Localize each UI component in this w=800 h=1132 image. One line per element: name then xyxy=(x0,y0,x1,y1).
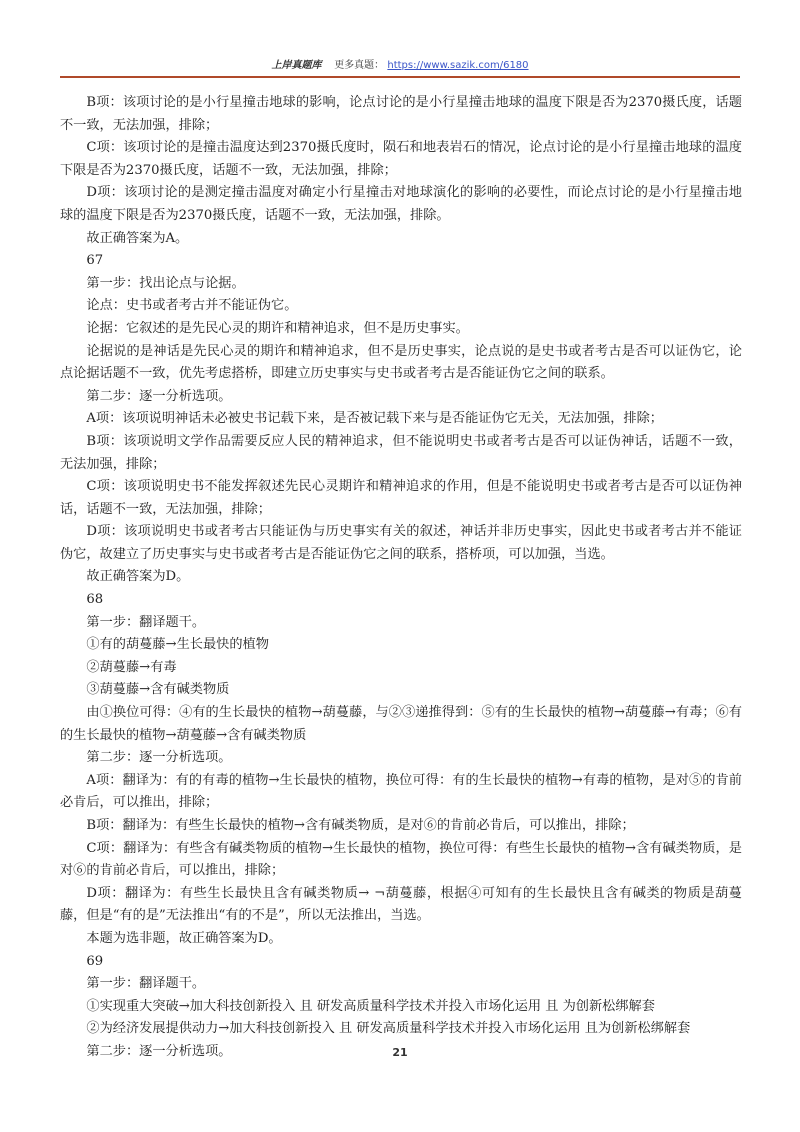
paragraph: 第一步：找出论点与论据。 xyxy=(86,275,245,291)
paragraph: 由①换位可得：④有的生长最快的植物→葫蔓藤，与②③递推得到：⑤有的生长最快的植物→葫蔓藤→有毒；⑥有的生长最快的植物→葫蔓藤→含有碱类物质 xyxy=(60,705,742,743)
paragraph: 第二步：逐一分析选项。 xyxy=(86,750,232,766)
paragraph: 论点：史书或者考古并不能证伪它。 xyxy=(86,298,298,314)
answer-line: 本题为选非题，故正确答案为D。 xyxy=(86,930,282,946)
paragraph: ①实现重大突破→加大科技创新投入 且 研发高质量科学技术并投入市场化运用 且 为创新松绑解套 xyxy=(86,998,655,1014)
paragraph: D项：翻译为：有些生长最快且含有碱类物质→ ¬葫蔓藤，根据④可知有的生长最快且含有碱类的物质是葫蔓藤，但是“有的是”无法推出“有的不是”，所以无法推出，当选。 xyxy=(60,885,742,924)
paragraph: ①有的葫蔓藤→生长最快的植物 xyxy=(86,637,269,653)
header-label: 更多真题： xyxy=(334,60,385,71)
paragraph: ③葫蔓藤→含有碱类物质 xyxy=(86,682,230,698)
answer-line: 故正确答案为D。 xyxy=(86,569,190,585)
paragraph: C项：该项讨论的是撞击温度达到2370摄氏度时，陨石和地表岩石的情况，论点讨论的是小行星撞击地球的温度下限是否为2370摄氏度，话题不一致，无法加强，排除； xyxy=(60,140,742,178)
paragraph: 第二步：逐一分析选项。 xyxy=(86,388,232,404)
page-number: 21 xyxy=(392,1046,408,1059)
paragraph: D项：该项说明史书或者考古只能证伪与历史事实有关的叙述，神话并非历史事实，因此史书或者考古并不能证伪它，故建立了历史事实与史书或者考古是否能证伪它之间的联系，搭桥项，可以加强，当选。 xyxy=(60,524,742,562)
paragraph: B项：该项讨论的是小行星撞击地球的影响，论点讨论的是小行星撞击地球的温度下限是否为2370摄氏度，话题不一致，无法加强，排除； xyxy=(60,95,742,133)
paragraph: 第一步：翻译题干。 xyxy=(86,976,206,992)
header-brand: 上岸真题库 xyxy=(271,60,322,71)
paragraph: ②葫蔓藤→有毒 xyxy=(86,659,177,675)
question-number: 67 xyxy=(86,253,104,269)
paragraph: C项：翻译为：有些含有碱类物质的植物→生长最快的植物，换位可得：有些生长最快的植物→含有碱类物质，是对⑥的肯前必肯后，可以推出，排除； xyxy=(60,840,742,879)
page-content xyxy=(60,92,742,1064)
question-number: 68 xyxy=(86,592,104,608)
page-header xyxy=(60,56,740,78)
paragraph: 第一步：翻译题干。 xyxy=(86,614,206,630)
header-link[interactable]: https://www.sazik.com/6180 xyxy=(387,60,529,71)
paragraph: 第二步：逐一分析选项。 xyxy=(86,1043,232,1059)
answer-line: 故正确答案为A。 xyxy=(86,230,189,246)
paragraph: D项：该项讨论的是测定撞击温度对确定小行星撞击对地球演化的影响的必要性，而论点讨论的是小行星撞击地球的温度下限是否为2370摄氏度，话题不一致，无法加强，排除。 xyxy=(60,185,742,223)
paragraph: 论据说的是神话是先民心灵的期许和精神追求，但不是历史事实，论点说的是史书或者考古是否可以证伪它，论点论据话题不一致，优先考虑搭桥，即建立历史事实与史书或者考古是否能证伪它之间的联系。 xyxy=(60,343,742,382)
paragraph: A项：该项说明神话未必被史书记载下来，是否被记载下来与是否能证伪它无关，无法加强，排除； xyxy=(86,411,663,427)
paragraph: A项：翻译为：有的有毒的植物→生长最快的植物，换位可得：有的生长最快的植物→有毒的植物，是对⑤的肯前必肯后，可以推出，排除； xyxy=(60,772,742,811)
paragraph: 论据：它叙述的是先民心灵的期许和精神追求，但不是历史事实。 xyxy=(86,320,469,336)
paragraph: C项：该项说明史书不能发挥叙述先民心灵期许和精神追求的作用，但是不能说明史书或者考古是否可以证伪神话，话题不一致，无法加强，排除； xyxy=(60,479,742,517)
question-number: 69 xyxy=(86,953,104,969)
paragraph: B项：该项说明文学作品需要反应人民的精神追求，但不能说明史书或者考古是否可以证伪神话，话题不一致，无法加强，排除； xyxy=(60,433,742,472)
paragraph: ②为经济发展提供动力→加大科技创新投入 且 研发高质量科学技术并投入市场化运用 且为创新松绑解套 xyxy=(86,1021,691,1037)
paragraph: B项：翻译为：有些生长最快的植物→含有碱类物质，是对⑥的肯前必肯后，可以推出，排除； xyxy=(86,818,635,833)
